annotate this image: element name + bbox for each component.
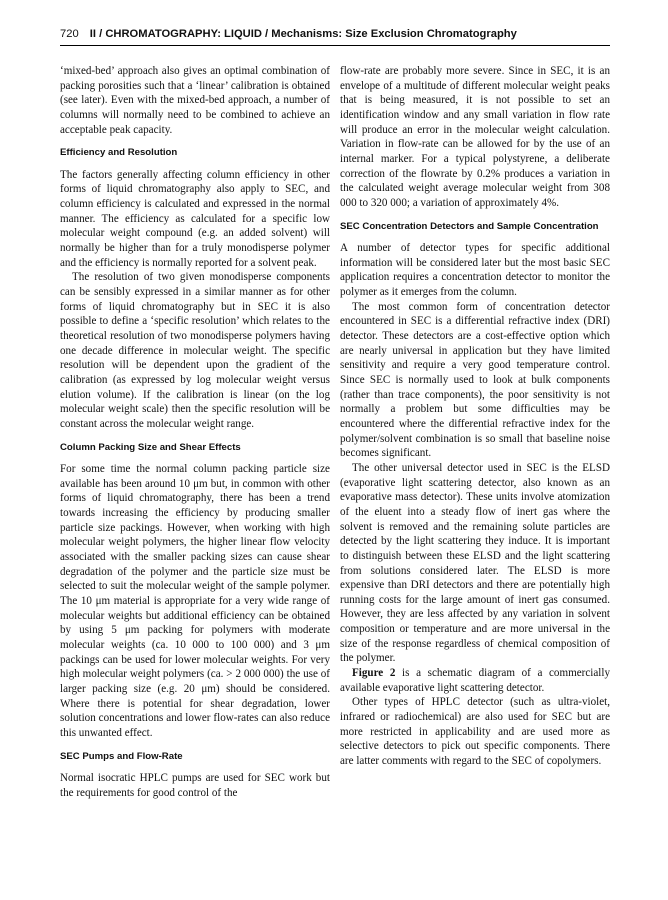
paragraph: For some time the normal column packing particle size available has been around 10 μm but, in common with other forms of liquid chromatography, there has been a trend towards increasing the efficiency by producing smaller particle size packings. However, when working with high molecular weight polymers, the higher linear flow velocity associated with the smaller packing sizes can cause shear degradation of the polymer and the particle size must be selected to suit the molecular weight of the sample polymer. The 10 μm material is appropriate for a very wide range of molecular weights but additional efficiency can be obtained by using 5 μm packing for polymers with moderate molecular weights (ca. 10 000 to 100 000) and 3 μm packings can be used for lower molecular weights. For very high molecular weight polymers (ca. > 2 000 000) the use of larger packing size (e.g. 20 μm) should be considered. Where there is potential for shear degradation, lower solution concentrations and lower flow-rates can also reduce this unwanted effect. [60, 463, 330, 739]
paragraph: ‘mixed-bed’ approach also gives an optimal combination of packing porosities such that a ‘linear’ calibration is obtained (see later). Even with the mixed-bed approach, a number of columns will normally need to be combined to achieve an acceptable peak capacity. [60, 65, 330, 136]
left-column [60, 64, 330, 800]
section-heading-efficiency: Efficiency and Resolution [60, 147, 178, 159]
paragraph: Normal isocratic HPLC pumps are used for SEC work but the requirements for good control of the [60, 772, 330, 799]
paragraph-figure-reference [340, 666, 610, 695]
paragraph: The other universal detector used in SEC is the ELSD (evaporative light scattering detector, also known as an evaporative mass detector). These units involve atomization of the eluent into a steady flow of inert gas where the solvent is removed and the remaining solute particles are detected by the light scattering they induce. It is important to distinguish between these ELSD and the light scattering from solutions considered later. The ELSD is more expensive than DRI detectors and there are potentially high running costs for the large amount of inert gas consumed. However, they are less affected by any variation in solvent composition or temperature and are more universal in the size of the response regardless of chemical composition of the polymer. [340, 461, 610, 665]
section-heading-pumps: SEC Pumps and Flow-Rate [60, 750, 183, 762]
paragraph: Other types of HPLC detector (such as ultra-violet, infrared or radiochemical) are also used for SEC but are more restricted in applicability and are used more as selective detectors to pick out specific components. There are latter comments with regard to the SEC of copolymers. [340, 696, 610, 768]
section-heading-packing: Column Packing Size and Shear Effects [60, 441, 241, 453]
paragraph: The resolution of two given monodisperse components can be sensibly expressed in a similar manner as for other forms of liquid chromatography but in SEC it is also possible to define a ‘specific resolution’ which relates to the theoretical resolution of two monodisperse polymers having one decade difference in molecular weight. The specific resolution will be dependent upon the gradient of the calibration (as expressed by log molecular weight versus elution volume). If the calibration is linear (on the log molecular weight scale) then the specific resolution will be constant across the molecular weight range. [60, 271, 330, 430]
paragraph: flow-rate are probably more severe. Since in SEC, it is an envelope of a multitude of different molecular weight peaks that is being measured, it is not possible to set an identification window and any small variation in flow rate will produce an error in the molecular weight calculation. Variation in flow-rate can be allowed for by the use of an internal marker. For a typical polystyrene, a deliberate correction of the flowrate by 0.2% produces a variation in the calculated weight average molecular weight from 308 000 to 320 000; a variation of approximately 4%. [340, 65, 610, 209]
section-heading-detectors: SEC Concentration Detectors and Sample Concentration [340, 220, 599, 232]
paragraph: A number of detector types for specific additional information will be considered later but the most basic SEC application requires a concentration detector to monitor the polymer as it emerges from the column. [340, 242, 610, 299]
running-title: II / CHROMATOGRAPHY: LIQUID / Mechanisms: Size Exclusion Chromatography [89, 28, 517, 40]
paragraph: The factors generally affecting column efficiency in other forms of liquid chromatography also apply to SEC, and column efficiency is calculated and expressed in the normal manner. The efficiency as calculated for a specific low molecular weight compound (e.g. an added solvent) will normally be higher than for a truly monodisperse polymer and the efficiency is normally reported for a solvent peak. [60, 168, 330, 269]
paragraph-text: is a schematic diagram of a commercially available evaporative light scattering detector. [340, 667, 610, 694]
figure-link[interactable]: Figure 2 [352, 667, 396, 680]
right-column [340, 64, 610, 769]
header-rule [60, 45, 610, 46]
running-header [60, 28, 610, 50]
page-number: 720 [60, 28, 79, 40]
paragraph: The most common form of concentration detector encountered in SEC is a differential refractive index (DRI) detector. These detectors are a cost-effective option which are nearly universal in application but they have limited sensitivity and require a very good temperature control. Since SEC is normally used to look at bulk components (rather than trace components), the poor sensitivity is not normally a problem but some difficulties may be encountered where the differential refractive index for the polymer/solvent combination is so small that baseline noise becomes significant. [340, 300, 610, 460]
